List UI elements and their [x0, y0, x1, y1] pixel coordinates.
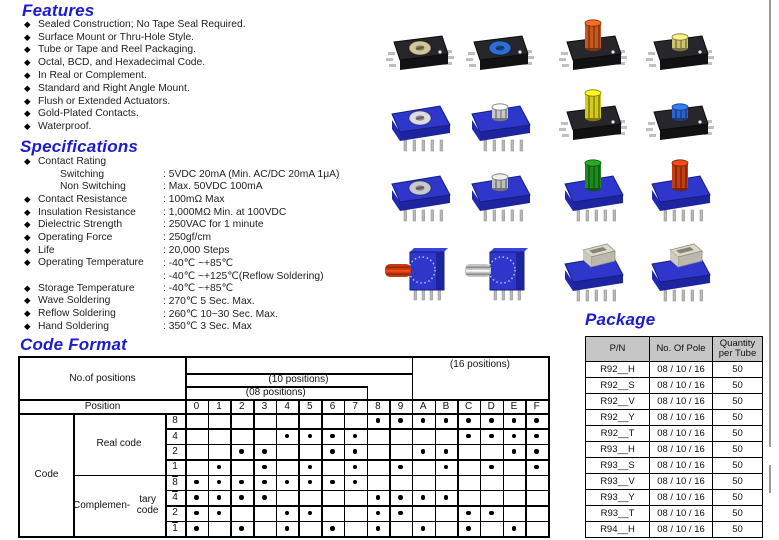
spec-label: Wave Soldering — [38, 295, 111, 307]
pole-count-cell: 08 / 10 / 16 — [650, 442, 713, 458]
position-column-header: 2 — [238, 400, 245, 412]
spec-row — [24, 244, 339, 257]
rotary-switch-dip-blue-lever-actuator-2 — [640, 238, 720, 308]
diamond-bullet-icon: ◆ — [24, 82, 31, 93]
spec-label: Dielectric Strength — [38, 219, 123, 231]
table-grid-line — [230, 399, 232, 536]
diamond-bullet-icon: ◆ — [24, 121, 31, 132]
bit-label: 8 — [172, 415, 178, 427]
position-column-header: 4 — [284, 400, 290, 412]
position-column-header: 9 — [397, 400, 404, 412]
quantity-cell: 50 — [713, 522, 763, 538]
diamond-bullet-icon: ◆ — [24, 282, 31, 293]
spec-label: Storage Temperature — [38, 282, 135, 294]
code-dot — [444, 418, 449, 423]
code-dot — [217, 511, 222, 516]
bit-label: 8 — [172, 476, 178, 488]
spec-row — [24, 206, 339, 219]
code-dot — [466, 511, 471, 516]
spec-row — [24, 282, 339, 295]
package-row — [586, 458, 763, 474]
feature-item — [24, 82, 246, 95]
part-number-cell: R92__V — [586, 394, 650, 410]
quantity-cell: 50 — [713, 490, 763, 506]
code-dot — [330, 480, 335, 485]
page-edge-line — [769, 0, 771, 447]
package-column-header: No. Of Pole — [650, 337, 713, 362]
bit-label: 1 — [172, 522, 178, 534]
position-column-header: C — [464, 400, 473, 412]
code-label: Code — [34, 469, 59, 480]
spec-row — [24, 180, 339, 193]
rotary-switch-dip-blue-silver-short-shaft — [460, 88, 540, 158]
spec-value: : -40℃ ~+85℃ — [163, 257, 234, 269]
diamond-bullet-icon: ◆ — [24, 231, 31, 242]
spec-row — [24, 218, 339, 231]
diamond-bullet-icon: ◆ — [24, 219, 31, 230]
package-row — [586, 474, 763, 490]
quantity-cell: 50 — [713, 506, 763, 522]
spec-value: : 270℃ 5 Sec. Max. — [163, 295, 255, 307]
bracket-08-positions: (08 positions) — [245, 387, 306, 398]
position-column-header: 1 — [216, 400, 222, 412]
page-edge-line-lower — [769, 465, 771, 493]
spec-value: : 20,000 Steps — [163, 244, 230, 256]
code-dot — [534, 465, 539, 470]
pole-count-cell: 08 / 10 / 16 — [650, 362, 713, 378]
specifications-list — [24, 155, 339, 333]
table-grid-line — [503, 399, 505, 536]
spec-row — [24, 231, 339, 244]
rotary-switch-smd-black-blue-dial — [460, 18, 540, 88]
code-dot — [194, 511, 199, 516]
position-column-header: E — [510, 400, 518, 412]
diamond-bullet-icon: ◆ — [24, 31, 31, 42]
bit-label: 4 — [172, 492, 178, 504]
package-column-header: Quantity per Tube — [713, 337, 763, 362]
table-grid-line — [165, 428, 548, 430]
table-grid-line — [480, 399, 482, 536]
spec-label: Operating Force — [38, 231, 113, 243]
spec-value: : 350℃ 3 Sec. Max — [163, 321, 252, 333]
feature-item — [24, 31, 246, 44]
code-dot — [398, 495, 403, 500]
pole-count-cell: 08 / 10 / 16 — [650, 506, 713, 522]
package-heading: Package — [585, 310, 656, 329]
feature-item — [24, 56, 246, 69]
code-dot — [330, 449, 335, 454]
code-dot — [489, 465, 494, 470]
spec-row — [24, 168, 339, 181]
code-dot — [421, 526, 426, 531]
code-dot — [262, 495, 267, 500]
code-dot — [285, 480, 290, 485]
spec-label: Contact Rating — [38, 155, 107, 167]
no-of-positions-label: No.of positions — [69, 373, 136, 384]
spec-row — [24, 193, 339, 206]
package-table — [585, 336, 763, 538]
feature-item-text: Sealed Construction; No Tape Seal Required. — [38, 18, 246, 30]
quantity-cell: 50 — [713, 458, 763, 474]
quantity-cell: 50 — [713, 378, 763, 394]
diamond-bullet-icon: ◆ — [24, 18, 31, 29]
code-dot — [466, 418, 471, 423]
package-row — [586, 394, 763, 410]
quantity-cell: 50 — [713, 442, 763, 458]
code-dot — [353, 449, 358, 454]
spec-row — [24, 295, 339, 308]
pole-count-cell: 08 / 10 / 16 — [650, 522, 713, 538]
spec-value: : -40℃ ~+85℃ — [163, 283, 234, 295]
rotary-switch-dip-blue-green-tall-shaft — [553, 158, 633, 228]
bit-label: 2 — [172, 445, 178, 457]
diamond-bullet-icon: ◆ — [24, 155, 31, 166]
rotary-switch-dip-blue-silver-dial — [380, 158, 460, 228]
position-column-header: D — [487, 400, 495, 412]
code-dot — [489, 434, 494, 439]
position-column-header: 7 — [352, 400, 358, 412]
spec-value: : 250gf/cm — [163, 231, 212, 243]
quantity-cell: 50 — [713, 410, 763, 426]
code-dot — [285, 511, 290, 516]
code-dot — [285, 434, 290, 439]
table-grid-line — [298, 399, 300, 536]
pole-count-cell: 08 / 10 / 16 — [650, 458, 713, 474]
code-dot — [512, 418, 517, 423]
part-number-cell: R92__Y — [586, 410, 650, 426]
rotary-switch-right-angle-red-shaft — [380, 238, 460, 308]
code-dot — [398, 465, 403, 470]
part-number-cell: R93__S — [586, 458, 650, 474]
pole-count-cell: 08 / 10 / 16 — [650, 378, 713, 394]
code-dot — [262, 449, 267, 454]
position-column-header: A — [419, 400, 427, 412]
diamond-bullet-icon: ◆ — [24, 308, 31, 319]
code-dot — [262, 480, 267, 485]
diamond-bullet-icon: ◆ — [24, 244, 31, 255]
rotary-switch-smd-black-ivory-short-shaft — [640, 18, 720, 88]
quantity-cell: 50 — [713, 426, 763, 442]
complementary-code-label: Complemen- tary code — [73, 494, 159, 517]
code-dot — [421, 449, 426, 454]
diamond-bullet-icon: ◆ — [24, 320, 31, 331]
spec-value: : 250VAC for 1 minute — [163, 219, 264, 231]
feature-item-text: Waterproof. — [38, 121, 92, 133]
rotary-switch-dip-blue-red-tall-shaft — [640, 158, 720, 228]
pole-count-cell: 08 / 10 / 16 — [650, 474, 713, 490]
pole-count-cell: 08 / 10 / 16 — [650, 410, 713, 426]
code-dot — [194, 480, 199, 485]
table-grid-line — [165, 521, 548, 523]
table-grid-line — [165, 490, 548, 492]
bit-label: 4 — [172, 430, 178, 442]
code-dot — [217, 495, 222, 500]
diamond-bullet-icon: ◆ — [24, 70, 31, 81]
diamond-bullet-icon: ◆ — [24, 295, 31, 306]
rotary-switch-dip-blue-lever-actuator — [553, 238, 633, 308]
code-dot — [353, 465, 358, 470]
code-dot — [512, 449, 517, 454]
code-dot — [534, 434, 539, 439]
package-row — [586, 426, 763, 442]
package-row — [586, 410, 763, 426]
code-dot — [262, 465, 267, 470]
position-column-header: F — [533, 400, 540, 412]
diamond-bullet-icon: ◆ — [24, 95, 31, 106]
code-dot — [398, 511, 403, 516]
table-grid-line — [344, 399, 346, 536]
feature-item-text: Standard and Right Angle Mount. — [38, 82, 190, 94]
feature-item-text: Surface Mount or Thru-Hole Style. — [38, 31, 195, 43]
rotary-switch-smd-black-blue-short-shaft — [640, 88, 720, 158]
bit-label: 1 — [172, 461, 178, 473]
table-grid-line — [389, 399, 391, 536]
feature-item — [24, 44, 246, 57]
package-row — [586, 522, 763, 538]
diamond-bullet-icon: ◆ — [24, 108, 31, 119]
package-row — [586, 442, 763, 458]
code-dot — [217, 480, 222, 485]
part-number-cell: R93__Y — [586, 490, 650, 506]
feature-item — [24, 95, 246, 108]
code-dot — [308, 511, 313, 516]
feature-item-text: Gold-Plated Contacts. — [38, 108, 139, 120]
package-row — [586, 362, 763, 378]
table-grid-line — [412, 358, 414, 536]
code-dot — [512, 526, 517, 531]
code-dot — [308, 480, 313, 485]
spec-value: : 260℃ 10~30 Sec. Max. — [163, 308, 278, 320]
table-grid-line — [208, 399, 210, 536]
code-dot — [512, 434, 517, 439]
bracket-16-positions: (16 positions) — [449, 359, 510, 370]
feature-item-text: Flush or Extended Actuators. — [38, 95, 171, 107]
code-dot — [466, 434, 471, 439]
features-heading: Features — [22, 1, 95, 20]
code-dot — [398, 418, 403, 423]
code-dot — [376, 526, 381, 531]
spec-label: Reflow Soldering — [38, 308, 116, 320]
table-grid-line — [435, 399, 437, 536]
code-dot — [489, 511, 494, 516]
pole-count-cell: 08 / 10 / 16 — [650, 426, 713, 442]
spec-row — [24, 269, 339, 282]
code-dot — [239, 526, 244, 531]
code-format-heading: Code Format — [20, 335, 128, 354]
spec-row — [24, 307, 339, 320]
table-grid-line — [165, 459, 548, 461]
code-dot — [466, 526, 471, 531]
specifications-heading: Specifications — [20, 137, 139, 156]
spec-value: : 100mΩ Max — [163, 193, 225, 205]
feature-item-text: Tube or Tape and Reel Packaging. — [38, 44, 196, 56]
table-grid-line — [165, 444, 548, 446]
code-dot — [285, 526, 290, 531]
code-dot — [534, 418, 539, 423]
part-number-cell: R92__T — [586, 426, 650, 442]
code-dot — [489, 418, 494, 423]
rotary-switch-dip-blue-silver-short-shaft-2 — [460, 158, 540, 228]
code-dot — [239, 495, 244, 500]
code-dot — [194, 495, 199, 500]
package-table-body — [586, 362, 763, 538]
spec-label: Life — [38, 244, 55, 256]
quantity-cell: 50 — [713, 394, 763, 410]
package-row — [586, 490, 763, 506]
bit-label: 2 — [172, 507, 178, 519]
spec-row — [24, 155, 339, 168]
part-number-cell: R92__H — [586, 362, 650, 378]
part-number-cell: R94__H — [586, 522, 650, 538]
real-code-label: Real code — [96, 438, 142, 450]
features-list — [24, 18, 246, 133]
diamond-bullet-icon: ◆ — [24, 257, 31, 268]
feature-item — [24, 120, 246, 133]
code-dot — [421, 418, 426, 423]
spec-label: Operating Temperature — [38, 257, 144, 269]
spec-label: Non Switching — [60, 181, 126, 193]
table-grid-line — [253, 399, 255, 536]
table-grid-line — [457, 399, 459, 536]
package-row — [586, 506, 763, 522]
feature-item — [24, 18, 246, 31]
pole-count-cell: 08 / 10 / 16 — [650, 490, 713, 506]
spec-row — [24, 320, 339, 333]
code-dot — [239, 480, 244, 485]
feature-item-text: In Real or Complement. — [38, 70, 147, 82]
spec-value: : Max. 50VDC 100mA — [163, 181, 263, 193]
diamond-bullet-icon: ◆ — [24, 57, 31, 68]
position-column-header: 3 — [261, 400, 268, 412]
bracket-10-positions: (10 positions) — [268, 374, 329, 385]
code-dot — [194, 526, 199, 531]
rotary-switch-smd-black-orange-tall-shaft — [553, 18, 633, 88]
part-number-cell: R93__V — [586, 474, 650, 490]
spec-value: : 1,000MΩ Min. at 100VDC — [163, 206, 287, 218]
diamond-bullet-icon: ◆ — [24, 193, 31, 204]
position-column-header: 5 — [307, 400, 313, 412]
code-dot — [534, 449, 539, 454]
package-table-header — [586, 337, 763, 362]
code-dot — [376, 511, 381, 516]
feature-item — [24, 69, 246, 82]
position-column-header: 8 — [375, 400, 381, 412]
rotary-switch-smd-black-ivory-dial — [380, 18, 460, 88]
code-dot — [308, 434, 313, 439]
rotary-switch-right-angle-silver-shaft — [460, 238, 540, 308]
package-column-header: P/N — [586, 337, 650, 362]
code-dot — [217, 465, 222, 470]
code-dot — [308, 465, 313, 470]
spec-label: Hand Soldering — [38, 320, 109, 332]
code-dot — [330, 526, 335, 531]
position-column-header: 6 — [329, 400, 336, 412]
spec-label: Contact Resistance — [38, 193, 128, 205]
rotary-switch-dip-blue-white-dial — [380, 88, 460, 158]
code-dot — [444, 495, 449, 500]
diamond-bullet-icon: ◆ — [24, 206, 31, 217]
spec-label: Switching — [60, 168, 105, 180]
part-number-cell: R93__H — [586, 442, 650, 458]
package-row — [586, 378, 763, 394]
code-dot — [239, 449, 244, 454]
code-dot — [421, 495, 426, 500]
feature-item-text: Octal, BCD, and Hexadecimal Code. — [38, 57, 206, 69]
part-number-cell: R93__T — [586, 506, 650, 522]
table-grid-line — [321, 399, 323, 536]
code-dot — [444, 465, 449, 470]
position-column-header: 0 — [193, 400, 200, 412]
spec-row — [24, 257, 339, 270]
quantity-cell: 50 — [713, 362, 763, 378]
rotary-switch-smd-black-yellow-tall-shaft — [553, 88, 633, 158]
spec-value: : -40℃ ~+125℃(Reflow Soldering) — [163, 270, 324, 282]
code-dot — [376, 495, 381, 500]
code-dot — [353, 434, 358, 439]
spec-label: Insulation Resistance — [38, 206, 136, 218]
table-grid-line — [165, 505, 548, 507]
table-grid-line — [525, 399, 527, 536]
diamond-bullet-icon: ◆ — [24, 44, 31, 55]
position-column-header: B — [442, 400, 450, 412]
code-format-table — [18, 356, 550, 538]
code-dot — [330, 434, 335, 439]
quantity-cell: 50 — [713, 474, 763, 490]
table-grid-line — [276, 399, 278, 536]
feature-item — [24, 108, 246, 121]
code-dot — [444, 449, 449, 454]
code-dot — [353, 480, 358, 485]
spec-value: : 5VDC 20mA (Min. AC/DC 20mA 1μA) — [163, 168, 340, 180]
pole-count-cell: 08 / 10 / 16 — [650, 394, 713, 410]
position-label: Position — [84, 400, 121, 412]
code-dot — [376, 418, 381, 423]
part-number-cell: R92__S — [586, 378, 650, 394]
